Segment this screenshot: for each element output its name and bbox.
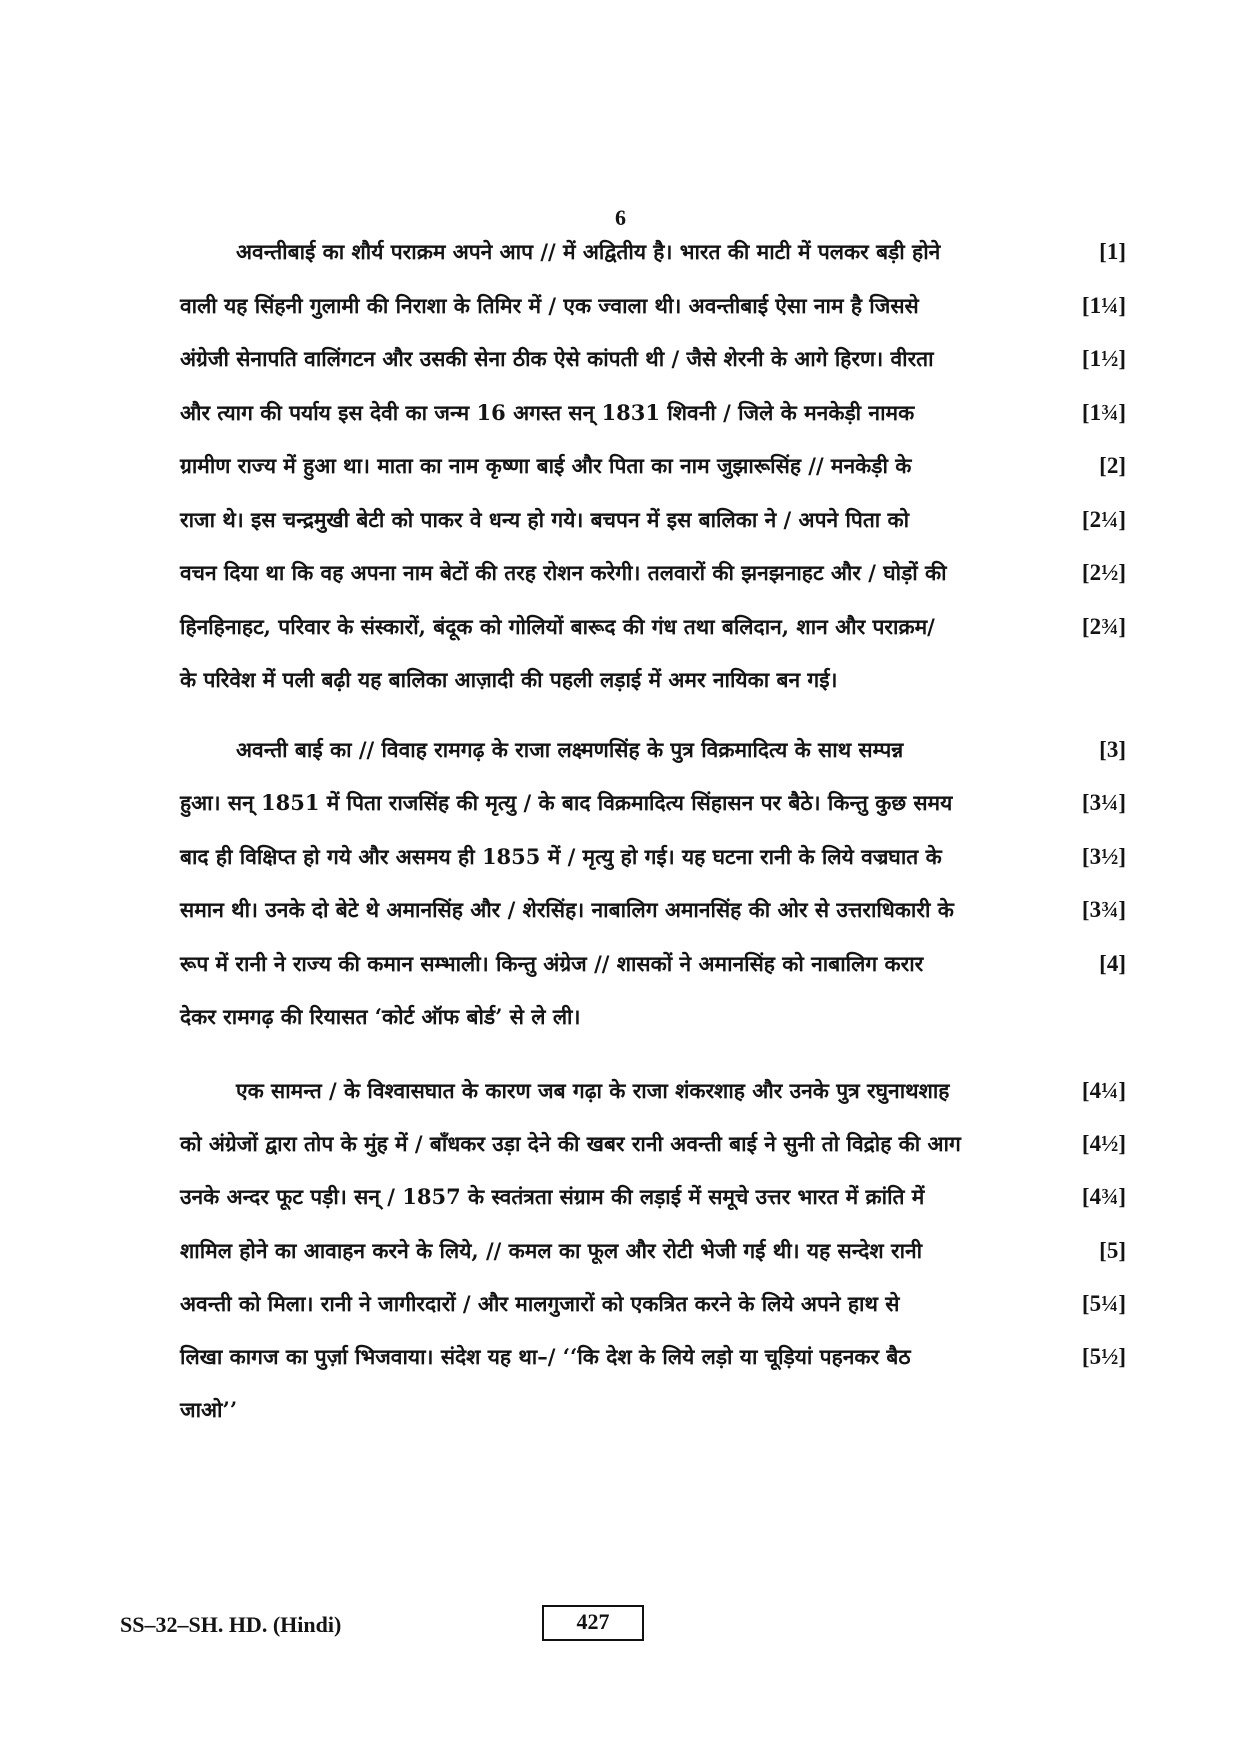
word-count-mark: [5½]	[1081, 1344, 1126, 1369]
text-line: को अंग्रेजों द्वारा तोप के मुंह में / बाँधकर उड़ा देने की खबर रानी अवन्ती बाई ने सुनी तो विद्रोह की आग	[180, 1131, 961, 1156]
text-line: और त्याग की पर्याय इस देवी का जन्म 16 अगस्त सन् 1831 शिवनी / जिले के मनकेड़ी नामक	[180, 400, 915, 425]
word-count-mark: [1¼]	[1081, 293, 1126, 318]
text-line: अवन्तीबाई का शौर्य पराक्रम अपने आप // में अद्वितीय है। भारत की माटी में पलकर बड़ी होने	[236, 239, 941, 264]
word-count-mark: [3]	[1099, 737, 1126, 762]
text-line: वचन दिया था कि वह अपना नाम बेटों की तरह रोशन करेगी। तलवारों की झनझनाहट और / घोड़ों की	[180, 560, 947, 585]
word-count-mark: [1]	[1099, 239, 1126, 264]
word-count-mark: [3½]	[1081, 844, 1126, 869]
text-line: समान थी। उनके दो बेटे थे अमानसिंह और / शेरसिंह। नाबालिग अमानसिंह की ओर से उत्तराधिकारी के	[180, 897, 954, 922]
text-line: ग्रामीण राज्य में हुआ था। माता का नाम कृष्णा बाई और पिता का नाम जुझारूसिंह // मनकेड़ी के	[180, 453, 912, 478]
word-count-mark: [3¼]	[1081, 790, 1126, 815]
word-count-mark: [5]	[1099, 1238, 1126, 1263]
text-line: जाओ’’	[180, 1397, 238, 1422]
text-line: बाद ही विक्षिप्त हो गये और असमय ही 1855 में / मृत्यु हो गई। यह घटना रानी के लिये वज्रघात के	[180, 844, 942, 869]
word-count-mark: [4]	[1099, 951, 1126, 976]
text-line: के परिवेश में पली बढ़ी यह बालिका आज़ादी की पहली लड़ाई में अमर नायिका बन गई।	[180, 667, 838, 692]
word-count-mark: [1½]	[1081, 346, 1126, 371]
word-count-mark: [1¾]	[1081, 400, 1126, 425]
word-count-mark: [4¾]	[1081, 1184, 1126, 1209]
text-line: अवन्ती बाई का // विवाह रामगढ़ के राजा लक्ष्मणसिंह के पुत्र विक्रमादित्य के साथ सम्पन्न	[236, 737, 904, 762]
text-line: अवन्ती को मिला। रानी ने जागीरदारों / और मालगुजारों को एकत्रित करने के लिये अपने हाथ से	[180, 1291, 900, 1316]
text-line: हिनहिनाहट, परिवार के संस्कारों, बंदूक को गोलियों बारूद की गंध तथा बलिदान, शान और पराक्रम/	[180, 614, 935, 639]
text-line: अंग्रेजी सेनापति वालिंगटन और उसकी सेना ठीक ऐसे कांपती थी / जैसे शेरनी के आगे हिरण। वीरता	[180, 346, 934, 371]
word-count-mark: [4½]	[1081, 1131, 1126, 1156]
word-count-mark: [2¼]	[1081, 507, 1126, 532]
page-number: 6	[615, 205, 626, 230]
word-count-mark: [2¾]	[1081, 614, 1126, 639]
page-serial-box: 427	[542, 1605, 644, 1641]
paper-code: SS–32–SH. HD. (Hindi)	[120, 1612, 342, 1637]
text-line: राजा थे। इस चन्द्रमुखी बेटी को पाकर वे धन्य हो गये। बचपन में इस बालिका ने / अपने पिता को	[180, 507, 910, 532]
word-count-mark: [2½]	[1081, 560, 1126, 585]
text-line: लिखा कागज का पुर्ज़ा भिजवाया। संदेश यह था–/ ‘‘कि देश के लिये लड़ो या चूड़ियां पहनकर बैठ	[180, 1344, 911, 1369]
word-count-mark: [5¼]	[1081, 1291, 1126, 1316]
text-line: एक सामन्त / के विश्वासघात के कारण जब गढ़ा के राजा शंकरशाह और उनके पुत्र रघुनाथशाह	[236, 1078, 950, 1103]
text-line: हुआ। सन् 1851 में पिता राजसिंह की मृत्यु / के बाद विक्रमादित्य सिंहासन पर बैठे। किन्तु कुछ समय	[180, 790, 953, 815]
word-count-mark: [3¾]	[1081, 897, 1126, 922]
word-count-mark: [4¼]	[1081, 1078, 1126, 1103]
word-count-mark: [2]	[1099, 453, 1126, 478]
text-line: शामिल होने का आवाहन करने के लिये, // कमल का फूल और रोटी भेजी गई थी। यह सन्देश रानी	[180, 1238, 923, 1263]
text-line: रूप में रानी ने राज्य की कमान सम्भाली। किन्तु अंग्रेज // शासकों ने अमानसिंह को नाबालिग करार	[180, 951, 924, 976]
text-line: वाली यह सिंहनी गुलामी की निराशा के तिमिर में / एक ज्वाला थी। अवन्तीबाई ऐसा नाम है जिससे	[180, 293, 919, 318]
text-line: देकर रामगढ़ की रियासत ‘कोर्ट ऑफ बोर्ड’ से ले ली।	[180, 1004, 581, 1029]
text-line: उनके अन्दर फूट पड़ी। सन् / 1857 के स्वतंत्रता संग्राम की लड़ाई में समूचे उत्तर भारत में क्रांति में	[180, 1184, 925, 1209]
